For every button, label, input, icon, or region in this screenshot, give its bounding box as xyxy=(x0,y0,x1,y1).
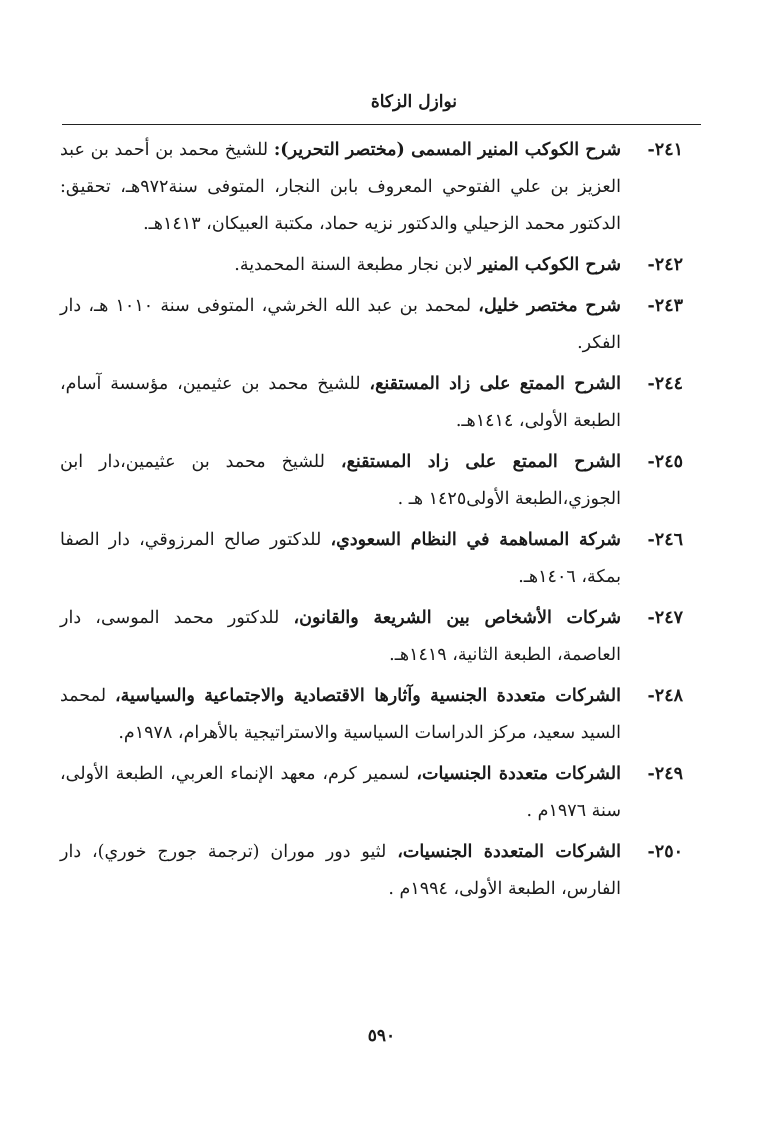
bibliography-entry xyxy=(60,288,683,362)
entry-details: لسمير كرم، معهد الإنماء العربي، الطبعة الأولى، سنة ١٩٧٦م . xyxy=(60,764,621,821)
bibliography-entry xyxy=(60,366,683,440)
header-divider xyxy=(62,124,701,125)
entry-number: ٢٥٠- xyxy=(647,842,683,862)
bibliography-entry xyxy=(60,678,683,752)
entry-title: شرح الكوكب المنير xyxy=(478,255,621,275)
bibliography-entry xyxy=(60,756,683,830)
bibliography-entry xyxy=(60,132,683,243)
bibliography-entry xyxy=(60,600,683,674)
bibliography-entry xyxy=(60,444,683,518)
entry-details: للشيخ محمد بن أحمد بن عبد العزيز بن علي الفتوحي المعروف بابن النجار، المتوفى سنة٩٧٢هـ، تحقيق: الدكتور محمد الزحيلي والدكتور نزيه حماد، مكتبة العبيكان، ١٤١٣هـ. xyxy=(60,140,621,234)
bibliography-entry xyxy=(60,247,683,284)
entry-details: لمحمد السيد سعيد، مركز الدراسات السياسية والاستراتيجية بالأهرام، ١٩٧٨م. xyxy=(60,686,621,743)
bibliography-entry xyxy=(60,522,683,596)
entry-title: الشرح الممتع على زاد المستقنع، xyxy=(369,374,621,394)
entry-details: للدكتور صالح المرزوقي، دار الصفا بمكة، ١٤٠٦هـ. xyxy=(60,530,621,587)
entry-details: لثيو دور موران (ترجمة جورج خوري)، دار الفارس، الطبعة الأولى، ١٩٩٤م . xyxy=(60,842,621,899)
entry-number: ٢٤٣- xyxy=(647,296,683,316)
entry-title: الشركات متعددة الجنسيات، xyxy=(416,764,621,784)
bibliography-list xyxy=(60,132,683,908)
entry-title: الشركات متعددة الجنسية وآثارها الاقتصادية والاجتماعية والسياسية، xyxy=(115,686,621,706)
entry-title: شركات الأشخاص بين الشريعة والقانون، xyxy=(293,608,621,628)
entry-details: للشيخ محمد بن عثيمين،دار ابن الجوزي،الطبعة الأولى١٤٢٥ هـ . xyxy=(60,452,621,509)
entry-number: ٢٤٥- xyxy=(647,452,683,472)
entry-details: لمحمد بن عبد الله الخرشي، المتوفى سنة ١٠١٠ هـ، دار الفكر. xyxy=(60,296,621,353)
bibliography-entry xyxy=(60,834,683,908)
entry-details: للشيخ محمد بن عثيمين، مؤسسة آسام، الطبعة الأولى، ١٤١٤هـ. xyxy=(60,374,621,431)
entry-title: شرح مختصر خليل، xyxy=(478,296,621,316)
entry-number: ٢٤٨- xyxy=(647,686,683,706)
entry-title: شركة المساهمة في النظام السعودي، xyxy=(330,530,621,550)
entry-number: ٢٤١- xyxy=(647,140,683,160)
entry-number: ٢٤٤- xyxy=(647,374,683,394)
running-header-title: نوازل الزكاة xyxy=(370,92,457,112)
entry-number: ٢٤٢- xyxy=(647,255,683,275)
entry-number: ٢٤٦- xyxy=(647,530,683,550)
entry-details: للدكتور محمد الموسى، دار العاصمة، الطبعة الثانية، ١٤١٩هـ. xyxy=(60,608,621,665)
entry-title: الشركات المتعددة الجنسيات، xyxy=(397,842,621,862)
entry-details: لابن نجار مطبعة السنة المحمدية. xyxy=(234,255,473,275)
entry-title: الشرح الممتع على زاد المستقنع، xyxy=(340,452,621,472)
entry-number: ٢٤٩- xyxy=(647,764,683,784)
page-number: ٥٩٠ xyxy=(367,1026,396,1046)
entry-title: شرح الكوكب المنير المسمى (مختصر التحرير): xyxy=(273,140,621,160)
entry-number: ٢٤٧- xyxy=(647,608,683,628)
